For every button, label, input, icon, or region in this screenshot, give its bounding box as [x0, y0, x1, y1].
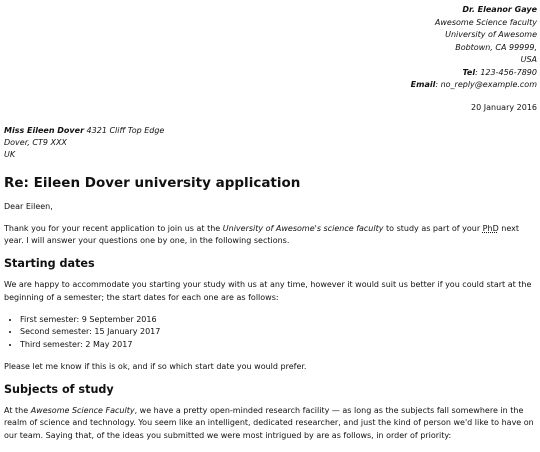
recipient-line1	[4, 125, 537, 137]
semester-list	[4, 314, 537, 351]
sender-faculty: Awesome Science faculty	[434, 17, 537, 27]
sender-city: Bobtown, CA 99999,	[455, 42, 537, 52]
start-date-followup: Please let me know if this is ok, and if so which start date you would prefer.	[4, 361, 307, 371]
sender-university: University of Awesome	[445, 30, 537, 39]
tel-value: : 123-456-7890	[475, 67, 537, 77]
recipient-country: UK	[4, 149, 16, 159]
letter-title: Re: Eileen Dover university application	[4, 174, 301, 191]
sender-name: Dr. Eleanor Gaye	[462, 5, 537, 14]
letter	[4, 4, 537, 452]
email-label: Email	[410, 80, 436, 89]
email-value[interactable]: : no_reply@example.com	[435, 80, 537, 89]
greeting: Dear Eileen,	[4, 201, 53, 211]
sender-address	[4, 4, 537, 92]
subjects-paragraph	[4, 405, 537, 442]
subjects-text-2: , we have a pretty open-minded research facility — as long as the subjects fall somewhere in the realm of science and technology. You seem like an intelligent, dedicated researcher, and just the kind of person we'd like to have on our team. Saying that, of the ideas you submitted we were most intrigued by are as follows, in order of priority:	[4, 406, 534, 440]
intro-text-2: to study as part of your	[383, 223, 483, 233]
sender-tel	[4, 67, 537, 80]
subjects-emphasis: Awesome Science Faculty	[30, 406, 135, 416]
recipient-name: Miss Eileen Dover	[4, 125, 85, 135]
intro-paragraph	[4, 223, 537, 248]
list-item: • Second semester: 15 January 2017	[20, 326, 537, 338]
list-item: • Third semester: 2 May 2017	[20, 339, 537, 351]
letter-date: 20 January 2016	[471, 102, 537, 112]
intro-text-1: Thank you for your recent application to join us at the	[4, 223, 223, 233]
list-item: • First semester: 9 September 2016	[20, 314, 537, 326]
subjects-text-1: At the	[4, 406, 31, 416]
intro-emphasis: University of Awesome's science faculty	[222, 223, 384, 233]
phd-abbr[interactable]: PhD	[482, 223, 499, 233]
recipient-line2: Dover, CT9 XXX	[4, 137, 67, 147]
section-heading-starting-dates: Starting dates	[4, 257, 95, 271]
starting-dates-paragraph: We are happy to accommodate you starting your study with us at any time, however it would suit us better if you could start at the beginning of a semester; the start dates for each one are as follows:	[4, 280, 532, 302]
intro-text-3: next year. I will answer your questions one by one, in the following sections.	[4, 223, 519, 246]
recipient-street: 4321 Cliff Top Edge	[84, 125, 165, 135]
sender-email	[4, 79, 537, 92]
sender-country: USA	[520, 55, 537, 64]
section-heading-subjects: Subjects of study	[4, 383, 114, 397]
recipient-address	[4, 125, 537, 161]
tel-label: Tel	[462, 67, 476, 77]
